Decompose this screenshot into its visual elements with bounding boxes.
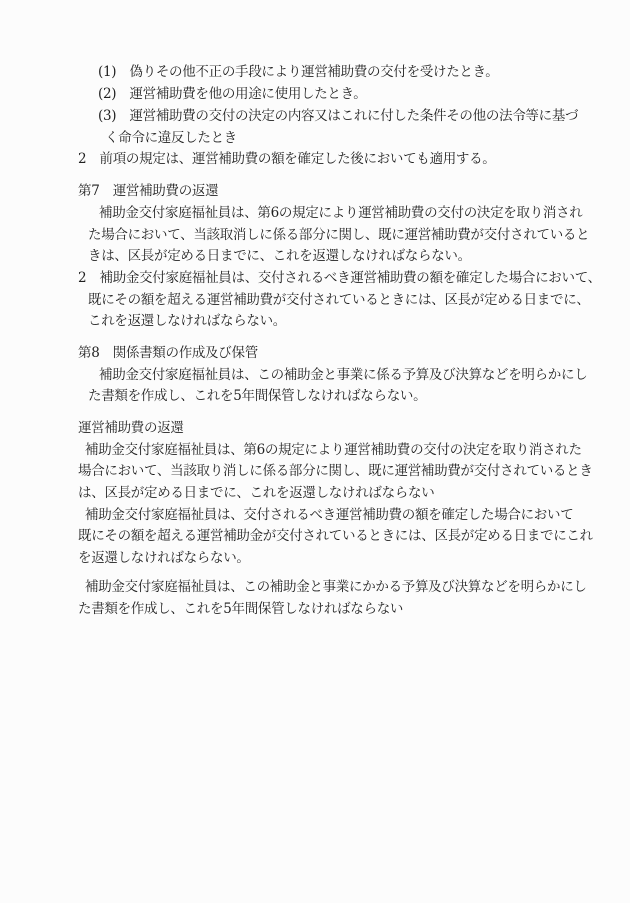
draft-para-1-line-1: 補助金交付家庭福祉員は、第6の規定により運営補助費の交付の決定を取り消された xyxy=(85,442,582,458)
list-item-3: (3) 運営補助費の交付の決定の内容又はこれに付した条件その他の法令等に基づ xyxy=(98,108,579,124)
section-7-heading: 第7 運営補助費の返還 xyxy=(78,183,219,199)
section-8-para-line-2: た書類を作成し、これを5年間保管しなければならない。 xyxy=(88,388,427,404)
list-item-3-continuation: く命令に違反したとき xyxy=(105,130,237,146)
section-7-para-1-line-2: た場合において、当該取消しに係る部分に関し、既に運営補助費が交付されていると xyxy=(88,227,590,243)
draft-para-2-line-1: 補助金交付家庭福祉員は、交付されるべき運営補助費の額を確定した場合において xyxy=(85,507,574,523)
list-item-2: (2) 運営補助費を他の用途に使用したとき。 xyxy=(98,86,367,102)
section-7-para-1-line-1: 補助金交付家庭福祉員は、第6の規定により運営補助費の交付の決定を取り消され xyxy=(99,205,583,221)
draft-para-1-line-2: 場合において、当該取り消しに係る部分に関し、既に運営補助費が交付されているとき xyxy=(78,463,593,479)
section-8-para-line-1: 補助金交付家庭福祉員は、この補助金と事業に係る予算及び決算などを明らかにし xyxy=(99,367,588,383)
draft-para-2-line-2: 既にその額を超える運営補助金が交付されているときには、区長が定める日までにこれ xyxy=(78,528,593,544)
document-text-block xyxy=(78,0,618,903)
list-item-1: (1) 偽りその他不正の手段により運営補助費の交付を受けたとき。 xyxy=(98,64,499,80)
clause-2-application: 2 前項の規定は、運営補助費の額を確定した後においても適用する。 xyxy=(78,151,496,167)
draft-heading: 運営補助費の返還 xyxy=(78,420,184,436)
section-7-clause-2-line-1: 2 補助金交付家庭福祉員は、交付されるべき運営補助費の額を確定した場合において、 xyxy=(78,270,601,286)
draft-para-3-line-2: た書類を作成し、これを5年間保管しなければならない xyxy=(78,601,404,617)
section-8-heading: 第8 関係書類の作成及び保管 xyxy=(78,345,258,361)
draft-para-2-line-3: を返還しなければならない。 xyxy=(78,550,250,566)
draft-para-3-line-1: 補助金交付家庭福祉員は、この補助金と事業にかかる予算及び決算などを明らかにし xyxy=(85,579,587,595)
section-7-clause-2-line-3: これを返還しなければならない。 xyxy=(88,313,286,329)
section-7-clause-2-line-2: 既にその額を超える運営補助費が交付されているときには、区長が定める日までに、 xyxy=(88,292,590,308)
section-7-para-1-line-3: きは、区長が定める日までに、これを返還しなければならない。 xyxy=(88,248,471,264)
draft-para-1-line-3: は、区長が定める日までに、これを返還しなければならない xyxy=(78,485,435,501)
